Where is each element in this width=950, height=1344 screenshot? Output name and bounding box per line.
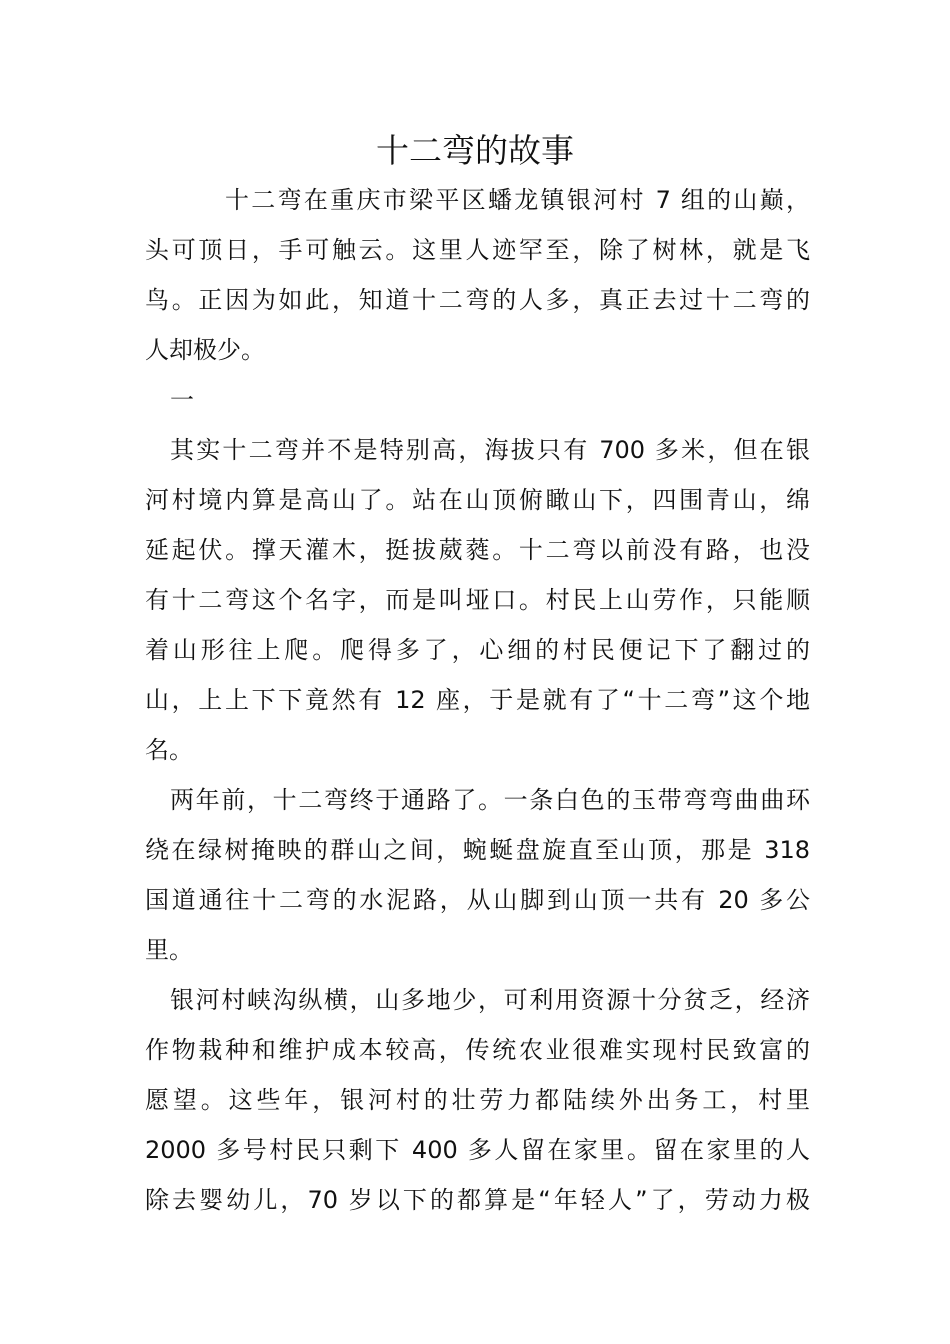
text-line: 河村境内算是高山了。站在山顶俯瞰山下，四围青山，绵 xyxy=(145,486,810,514)
text-line: 着山形往上爬。爬得多了，心细的村民便记下了翻过的 xyxy=(145,636,810,664)
text-line: 山，上上下下竟然有 12 座，于是就有了“十二弯”这个地 xyxy=(145,686,810,714)
text-line: 其实十二弯并不是特别高，海拔只有 700 多米，但在银 xyxy=(170,436,810,464)
document-title: 十二弯的故事 xyxy=(376,131,574,170)
text-line: 银河村峡沟纵横，山多地少，可利用资源十分贫乏，经济 xyxy=(170,986,810,1014)
text-line: 人却极少。 xyxy=(145,336,265,364)
text-line: 绕在绿树掩映的群山之间，蜿蜒盘旋直至山顶，那是 318 xyxy=(145,836,810,864)
text-line: 愿望。这些年，银河村的壮劳力都陆续外出务工，村里 xyxy=(145,1086,810,1114)
section-number: 一 xyxy=(170,386,194,414)
text-line: 2000 多号村民只剩下 400 多人留在家里。留在家里的人 xyxy=(145,1136,810,1164)
text-line: 十二弯在重庆市梁平区蟠龙镇银河村 7 组的山巅， xyxy=(225,186,810,214)
text-line: 有十二弯这个名字，而是叫垭口。村民上山劳作，只能顺 xyxy=(145,586,810,614)
text-line: 头可顶日，手可触云。这里人迹罕至，除了树林，就是飞 xyxy=(145,236,810,264)
text-line: 名。 xyxy=(145,736,193,764)
text-line: 鸟。正因为如此，知道十二弯的人多，真正去过十二弯的 xyxy=(145,286,810,314)
text-line: 除去婴幼儿，70 岁以下的都算是“年轻人”了，劳动力极 xyxy=(145,1186,810,1214)
text-line: 里。 xyxy=(145,936,193,964)
text-line: 延起伏。撑天灌木，挺拔葳蕤。十二弯以前没有路，也没 xyxy=(145,536,810,564)
text-line: 作物栽种和维护成本较高，传统农业很难实现村民致富的 xyxy=(145,1036,810,1064)
text-line: 国道通往十二弯的水泥路，从山脚到山顶一共有 20 多公 xyxy=(145,886,810,914)
text-line: 两年前，十二弯终于通路了。一条白色的玉带弯弯曲曲环 xyxy=(170,786,810,814)
